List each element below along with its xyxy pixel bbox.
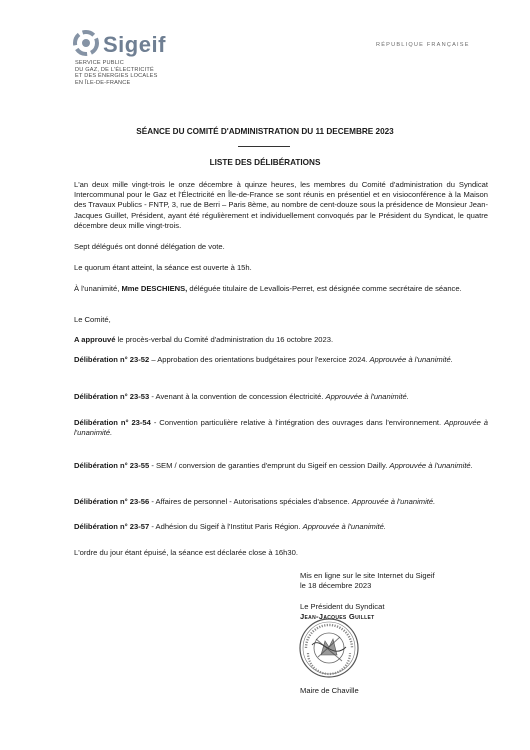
intro-paragraph: L'an deux mille vingt-trois le onze décembre à quinze heures, les membres du Comité d'administration du Syndicat Intercommunal pour le Gaz et l'Électricité en Île-de-France se sont réunis en présentiel et en visioconférence à la Maison des Travaux Publics - FNTP, 3, rue de Berri – Paris 8ème, au nombre de cent-douze sous la présidence de Monsieur Jean-Jacques Guillet, Président, ayant été régulièrement et individuellement convoqués par le Président du Syndicat, le quatre décembre deux mille vingt-trois. <box>74 180 488 230</box>
title-divider <box>238 146 290 147</box>
closing-paragraph: L'ordre du jour étant épuisé, la séance est déclarée close à 16h30. <box>74 548 298 557</box>
deliberation-number: Délibération n° 23-52 <box>74 355 150 364</box>
deliberation-number: Délibération n° 23-54 <box>74 418 151 427</box>
president-name: Jean-Jacques Guillet <box>300 612 375 622</box>
deliberation-result: Approuvée à l'unanimité. <box>325 392 409 401</box>
secretary-paragraph <box>74 284 488 294</box>
mayor-title: Maire de Chaville <box>300 686 359 695</box>
deliberation-item <box>74 392 488 402</box>
deliberation-result: Approuvée à l'unanimité. <box>351 497 436 506</box>
president-title: Le Président du Syndicat <box>300 602 385 611</box>
secretary-name: Mme DESCHIENS, <box>121 284 188 293</box>
delegation-paragraph: Sept délégués ont donné délégation de vote. <box>74 242 225 251</box>
deliberation-item <box>74 522 488 532</box>
deliberation-number: Délibération n° 23-56 <box>74 497 150 506</box>
document-title: SÉANCE DU COMITÉ D'ADMINISTRATION DU 11 DECEMBRE 2023 <box>136 127 394 136</box>
approval-rest: le procès-verbal du Comité d'administration du 16 octobre 2023. <box>115 335 334 344</box>
deliberation-result: Approuvée à l'unanimité. <box>74 418 488 438</box>
logo-symbol-icon <box>73 30 99 56</box>
secretary-prefix: À l'unanimité, <box>74 284 122 293</box>
logo-text: Sigeif <box>103 32 166 57</box>
deliberation-text: - Affaires de personnel - Autorisations spéciales d'absence. <box>149 497 352 506</box>
online-line: Mis en ligne sur le site Internet du Sigeif <box>300 571 435 580</box>
official-seal-stamp <box>298 617 360 679</box>
deliberation-text: - Avenant à la convention de concession électricité. <box>149 392 326 401</box>
deliberation-item <box>74 497 488 507</box>
service-line: EN ÎLE-DE-FRANCE <box>75 79 131 86</box>
deliberation-text: - Convention particulière relative à l'intégration des ouvrages dans l'environnement. <box>150 418 445 427</box>
secretary-rest: déléguée titulaire de Levallois-Perret, est désignée comme secrétaire de séance. <box>187 284 462 293</box>
deliberation-text: – Approbation des orientations budgétaires pour l'exercice 2024 <box>149 355 366 364</box>
service-line: DU GAZ, DE L'ÉLECTRICITÉ <box>75 66 154 73</box>
sigeif-logo <box>73 30 193 64</box>
deliberation-text: - SEM / conversion de garanties d'emprunt du Sigeif en cession Dailly. <box>149 461 390 470</box>
deliberation-result: Approuvée à l'unanimité. <box>389 461 473 470</box>
republique-francaise: RÉPUBLIQUE FRANÇAISE <box>376 42 470 48</box>
approval-bold: A approuvé <box>74 335 116 344</box>
document-subtitle: LISTE DES DÉLIBÉRATIONS <box>209 158 321 167</box>
online-publication <box>300 571 435 591</box>
deliberation-result: Approuvée à l'unanimité. <box>302 522 386 531</box>
deliberation-item <box>74 461 488 471</box>
quorum-paragraph: Le quorum étant atteint, la séance est ouverte à 15h. <box>74 263 252 272</box>
service-line: ET DES ÉNERGIES LOCALES <box>75 73 158 80</box>
deliberation-item <box>74 355 488 365</box>
deliberation-number: Délibération n° 23-53 <box>74 392 150 401</box>
approval-paragraph <box>74 335 488 345</box>
online-date: le 18 décembre 2023 <box>300 581 372 591</box>
deliberation-text: - Adhésion du Sigeif à l'Institut Paris Région. <box>149 522 303 531</box>
deliberation-item <box>74 418 488 438</box>
deliberation-number: Délibération n° 23-57 <box>74 522 150 531</box>
service-line: SERVICE PUBLIC <box>75 60 125 66</box>
service-public-block <box>75 60 158 86</box>
committee-line: Le Comité, <box>74 315 111 324</box>
deliberation-number: Délibération n° 23-55 <box>74 461 150 470</box>
deliberation-result: . Approuvée à l'unanimité. <box>365 355 453 364</box>
